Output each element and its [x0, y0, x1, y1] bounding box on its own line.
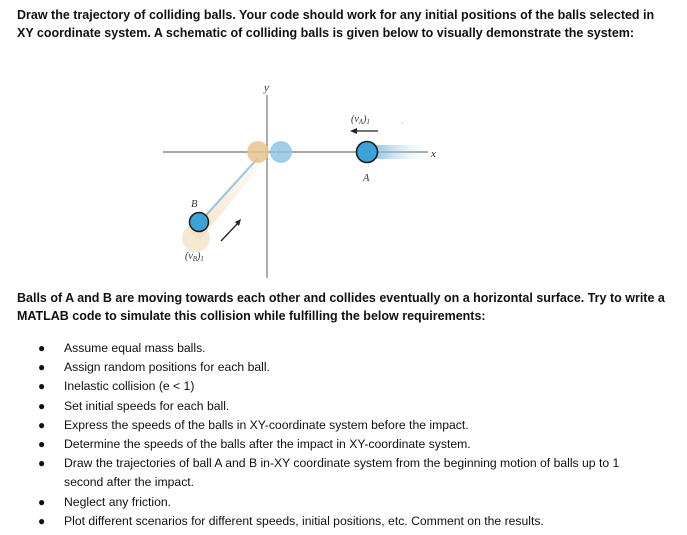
- list-item: ● Set initial speeds for each ball.: [0, 397, 687, 416]
- ball-a-label: A: [363, 173, 370, 184]
- list-item: ● Assign random positions for each ball.: [0, 358, 687, 377]
- list-item: ● Draw the trajectories of ball A and B in-XY coordinate system from the beginning motion of balls up to 1 second after the impact.: [38, 456, 620, 490]
- bullet-icon: ●: [38, 437, 46, 452]
- velocity-b-arrow: [221, 222, 239, 241]
- list-item: ● Neglect any friction.: [0, 493, 687, 512]
- y-axis-label: y: [264, 82, 269, 94]
- list-item: ● Determine the speeds of the balls after the impact in XY-coordinate system.: [0, 435, 687, 454]
- ball-a: [357, 142, 378, 163]
- simulation-description: Balls of A and B are moving towards each other and collides eventually on a horizontal surface. Try to write a MATLAB code to simulate this collision while fulfilling the below requirements:: [17, 291, 665, 323]
- list-item: ● Express the speeds of the balls in XY-coordinate system before the impact.: [0, 416, 687, 435]
- ball-a-ghost: [270, 141, 292, 163]
- problem-statement: Draw the trajectory of colliding balls. Your code should work for any initial positions of the balls selected in XY coordinate system. A schematic of colliding balls is given below to visually demonstrate the system:: [17, 8, 655, 40]
- velocity-b-label: $(v_B)_1$: [185, 251, 204, 263]
- bullet-icon: ●: [38, 417, 46, 432]
- bullet-icon: ●: [38, 513, 46, 528]
- x-axis-label: x: [431, 148, 436, 160]
- ball-b-ghost: [247, 141, 269, 163]
- bullet-icon: ●: [38, 398, 46, 413]
- list-item: ● Plot different scenarios for different speeds, initial positions, etc. Comment on the results.: [0, 512, 687, 531]
- bullet-icon: ●: [38, 456, 46, 471]
- ball-b: [190, 213, 209, 232]
- requirements-list: [0, 339, 687, 531]
- list-item: ● Assume equal mass balls.: [0, 339, 687, 358]
- svg-text:.: .: [401, 116, 404, 126]
- bullet-icon: ●: [38, 360, 46, 375]
- bullet-icon: ●: [38, 379, 46, 394]
- list-item: ● Inelastic collision (e < 1): [0, 377, 687, 396]
- ball-b-label: B: [191, 199, 198, 210]
- bullet-icon: ●: [38, 341, 46, 355]
- bullet-icon: ●: [38, 494, 46, 509]
- velocity-a-label: $(v_A)_1$: [351, 114, 370, 126]
